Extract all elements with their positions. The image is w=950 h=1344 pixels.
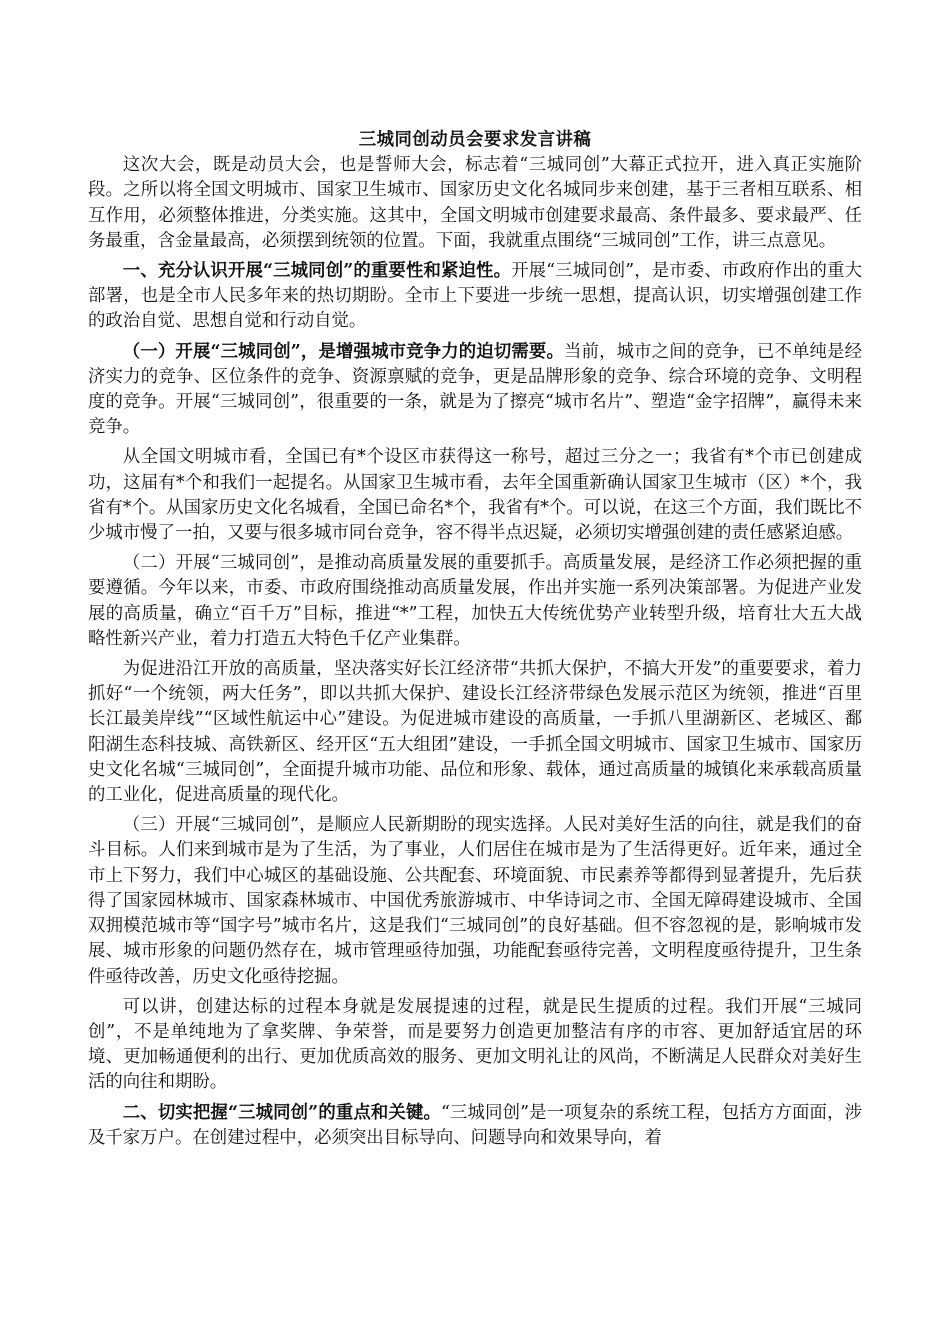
paragraph-subsection-2 [88,551,862,652]
paragraph-text: 从全国文明城市看，全国已有*个设区市获得这一称号，超过三分之一；我省有*个市已创建成功，这届有*个和我们一起提名。从国家卫生城市看，去年全国重新确认国家卫生城市（区）*个，我省有*个。从国家历史文化名城看，全国已命名*个，我省有*个。可以说，在这三个方面，我们既比不少城市慢了一拍，又要与很多城市同台竞争，容不得半点迟疑，必须切实增强创建的责任感紧迫感。 [88,447,862,544]
document-title: 三城同创动员会要求发言讲稿 [358,130,592,150]
paragraph-text: 为促进沿江开放的高质量，坚决落实好长江经济带“共抓大保护，不搞大开发”的重要要求，着力抓好“一个统领，两大任务”，即以共抓大保护、建设长江经济带绿色发展示范区为统领，推进“百里长江最美岸线”“区域性航运中心”建设。为促进城市建设的高质量，一手抓八里湖新区、老城区、鄱阳湖生态科技城、高铁新区、经开区“五大组团”建设，一手抓全国文明城市、国家卫生城市、国家历史文化名城“三城同创”，全面提升城市功能、品位和形象、载体，通过高质量的城镇化来承载高质量的工业化，促进高质量的现代化。 [88,659,862,806]
paragraph-text: （二）开展“三城同创”，是推动高质量发展的重要抓手。高质量发展，是经济工作必须把握的重要遵循。今年以来，市委、市政府围绕推动高质量发展，作出并实施一系列决策部署。为促进产业发展的高质量，确立“百千万”目标，推进“*”工程，加快五大传统优势产业转型升级，培育壮大五大战略性新兴产业，着力打造五大特色千亿产业集群。 [88,553,862,649]
paragraph-riverside [88,657,862,808]
section-heading: 一、充分认识开展“三城同创”的重要性和紧迫性。 [122,261,512,282]
paragraph-subsection-3 [88,813,862,989]
paragraph-text: （三）开展“三城同创”，是顺应人民新期盼的现实选择。人民对美好生活的向往，就是我们的奋斗目标。人们来到城市是为了生活，为了事业，人们居住在城市是为了生活得更好。近年来，通过全市上下努力，我们中心城区的基础设施、公共配套、环境面貌、市民素养等都得到显著提升，先后获得了国家园林城市、国家森林城市、中国优秀旅游城市、中华诗词之市、全国无障碍建设城市、全国双拥模范城市等“国字号”城市名片，这是我们“三城同创”的良好基础。但不容忽视的是，影响城市发展、城市形象的问题仍然存在，城市管理亟待加强，功能配套亟待完善，文明程度亟待提升，卫生条件亟待改善，历史文化亟待挖掘。 [88,815,862,987]
paragraph-comparison [88,445,862,546]
paragraph-text: “三城同创”是一项复杂的系统工程，包括方方面面，涉及千家万户。在创建过程中，必须突出目标导向、问题导向和效果导向，着 [88,1102,862,1148]
paragraph-subsection-1 [88,340,862,441]
section-heading: 二、切实把握“三城同创”的重点和关键。 [122,1102,441,1123]
paragraph-intro [88,153,862,254]
paragraph-text: 可以讲，创建达标的过程本身就是发展提速的过程，就是民生提质的过程。我们开展“三城同创”，不是单纯地为了拿奖牌、争荣誉，而是要努力创造更加整洁有序的市容、更加舒适宜居的环境、更加畅通便利的出行、更加优质高效的服务、更加文明礼让的风尚，不断满足人民群众对美好生活的向往和期盼。 [88,996,862,1093]
paragraph-text: 开展“三城同创”，是市委、市政府作出的重大部署，也是全市人民多年来的热切期盼。全市上下要进一步统一思想，提高认识，切实增强创建工作的政治自觉、思想自觉和行动自觉。 [88,261,862,332]
paragraph-text: 这次大会，既是动员大会，也是誓师大会，标志着“三城同创”大幕正式拉开，进入真正实施阶段。之所以将全国文明城市、国家卫生城市、国家历史文化名城同步来创建，基于三者相互联系、相互作用，必须整体推进，分类实施。这其中，全国文明城市创建要求最高、条件最多、要求最严、任务最重，含金量最高，必须摆到统领的位置。下面，我就重点围绕“三城同创”工作，讲三点意见。 [88,155,862,251]
paragraph-section-2 [88,1101,862,1151]
paragraph-text: 当前，城市之间的竞争，已不单纯是经济实力的竞争、区位条件的竞争、资源禀赋的竞争，更是品牌形象的竞争、综合环境的竞争、文明程度的竞争。开展“三城同创”，很重要的一条，就是为了擦亮“城市名片”、塑造“金字招牌”，赢得未来竞争。 [88,341,862,438]
paragraph-section-1 [88,259,862,335]
subsection-heading: （一）开展“三城同创”，是增强城市竞争力的迫切需要。 [122,341,564,362]
document-page [88,128,862,1151]
paragraph-summary [88,995,862,1096]
